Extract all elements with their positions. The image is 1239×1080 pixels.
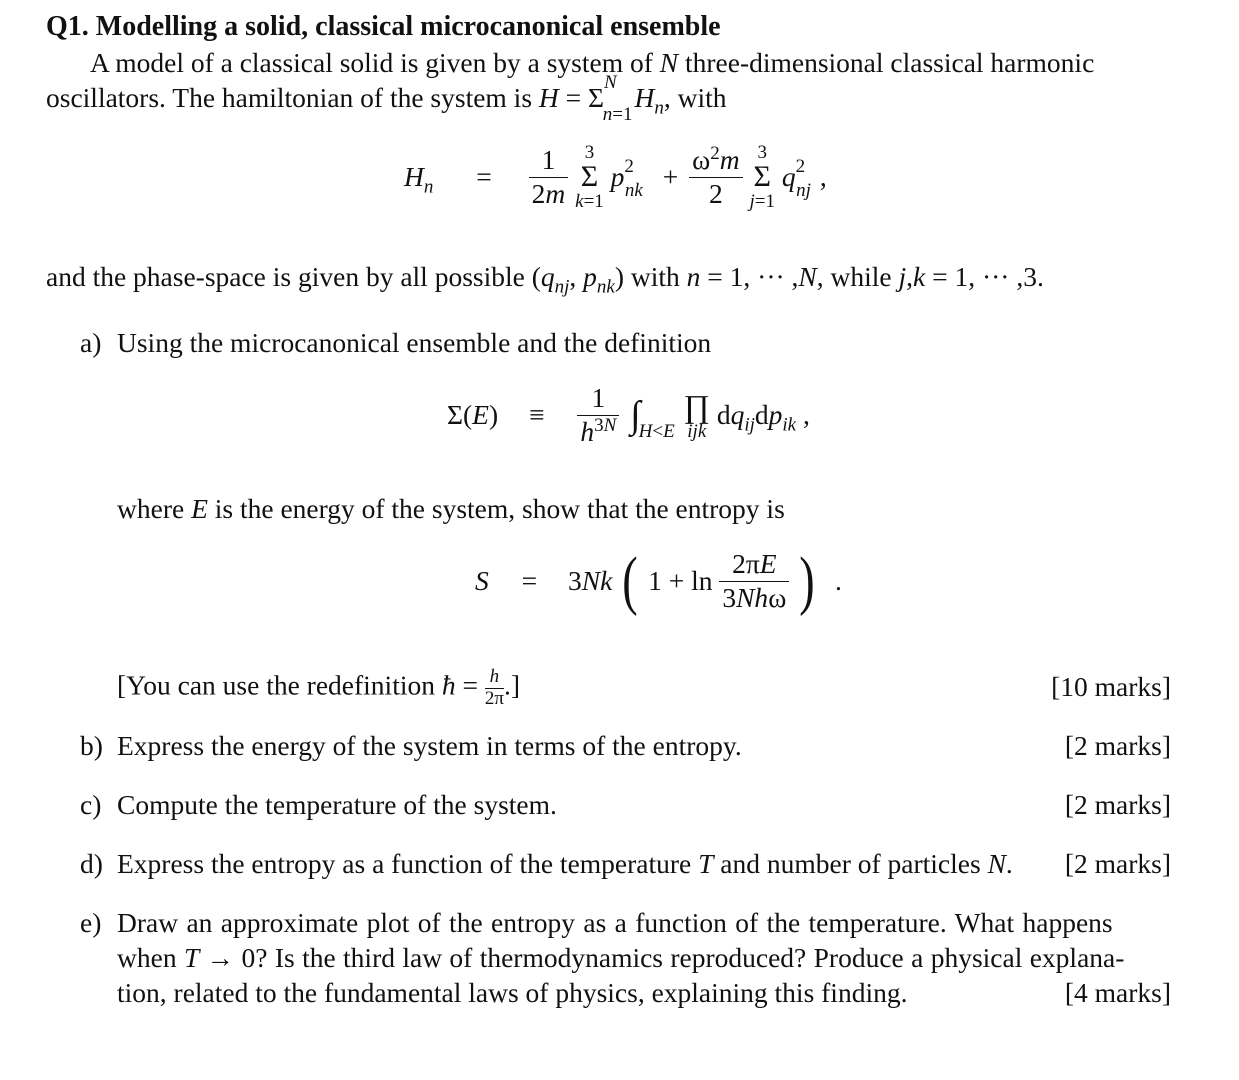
part-c-label: c)	[80, 789, 102, 820]
intro-line-1: A model of a classical solid is given by a system of N three-dimensional classical harmonic	[90, 47, 1095, 78]
entropy-equation: S = 3Nk ( 1 + ln $\frac{2\pi E}{\text{3Nhω}}$ ) .	[475, 544, 842, 617]
intro-line-2: oscillators. The hamiltonian of the system is $H = \Sigma^N_{n=1}H_n$, with	[46, 71, 727, 125]
part-c-text: Compute the temperature of the system.	[117, 789, 557, 820]
part-e-line-2: when T → 0? Is the third law of thermodynamics reproduced? Produce a physical explana-	[117, 942, 1125, 973]
part-a-marks: [10 marks]	[1051, 671, 1171, 702]
part-d-marks: [2 marks]	[1064, 848, 1171, 879]
part-a-label: a)	[80, 327, 102, 358]
part-a-hint: [You can use the redefinition ħ = $\frac{h}{2\pi}$ .]	[117, 666, 520, 709]
phase-space-line: and the phase-space is given by all possible ($q_{nj}$, $p_{nk}$) with n = 1, ··· ,N, while j,k = 1, ··· ,3.	[46, 261, 1044, 298]
part-b-text: Express the energy of the system in terms of the entropy.	[117, 730, 742, 761]
part-e-marks: [4 marks]	[1064, 977, 1171, 1008]
part-b-marks: [2 marks]	[1064, 730, 1171, 761]
question-title: Q1. Modelling a solid, classical microcanonical ensemble	[46, 11, 721, 42]
hamiltonian-equation: $H_n$ = $\frac{1}{2m}$ 3 Σ k=1 $p^2_{nk}$ + $\frac{\omega^2m}{2}$ 3 Σ j=1 $q^2_{nj}$ ,	[404, 142, 827, 212]
part-e-line-3: tion, related to the fundamental laws of physics, explaining this finding.	[117, 977, 908, 1008]
part-d-label: d)	[80, 848, 103, 879]
part-e-label: e)	[80, 907, 102, 938]
part-d-text: Express the entropy as a function of the temperature T and number of particles N.	[117, 848, 1013, 879]
part-e-line-1: Draw an approximate plot of the entropy as a function of the temperature. What happens	[117, 907, 1113, 938]
part-a-text: Using the microcanonical ensemble and the definition	[117, 327, 712, 358]
part-c-marks: [2 marks]	[1064, 789, 1171, 820]
sigma-definition-equation: Σ(E) ≡ $\frac{1}{h^{3N}}$ ∫H<E ∏ ijk $dq_{ij}dp_{ik}$ ,	[447, 382, 810, 447]
part-a-where: where E is the energy of the system, show that the entropy is	[117, 493, 785, 524]
part-b-label: b)	[80, 730, 103, 761]
